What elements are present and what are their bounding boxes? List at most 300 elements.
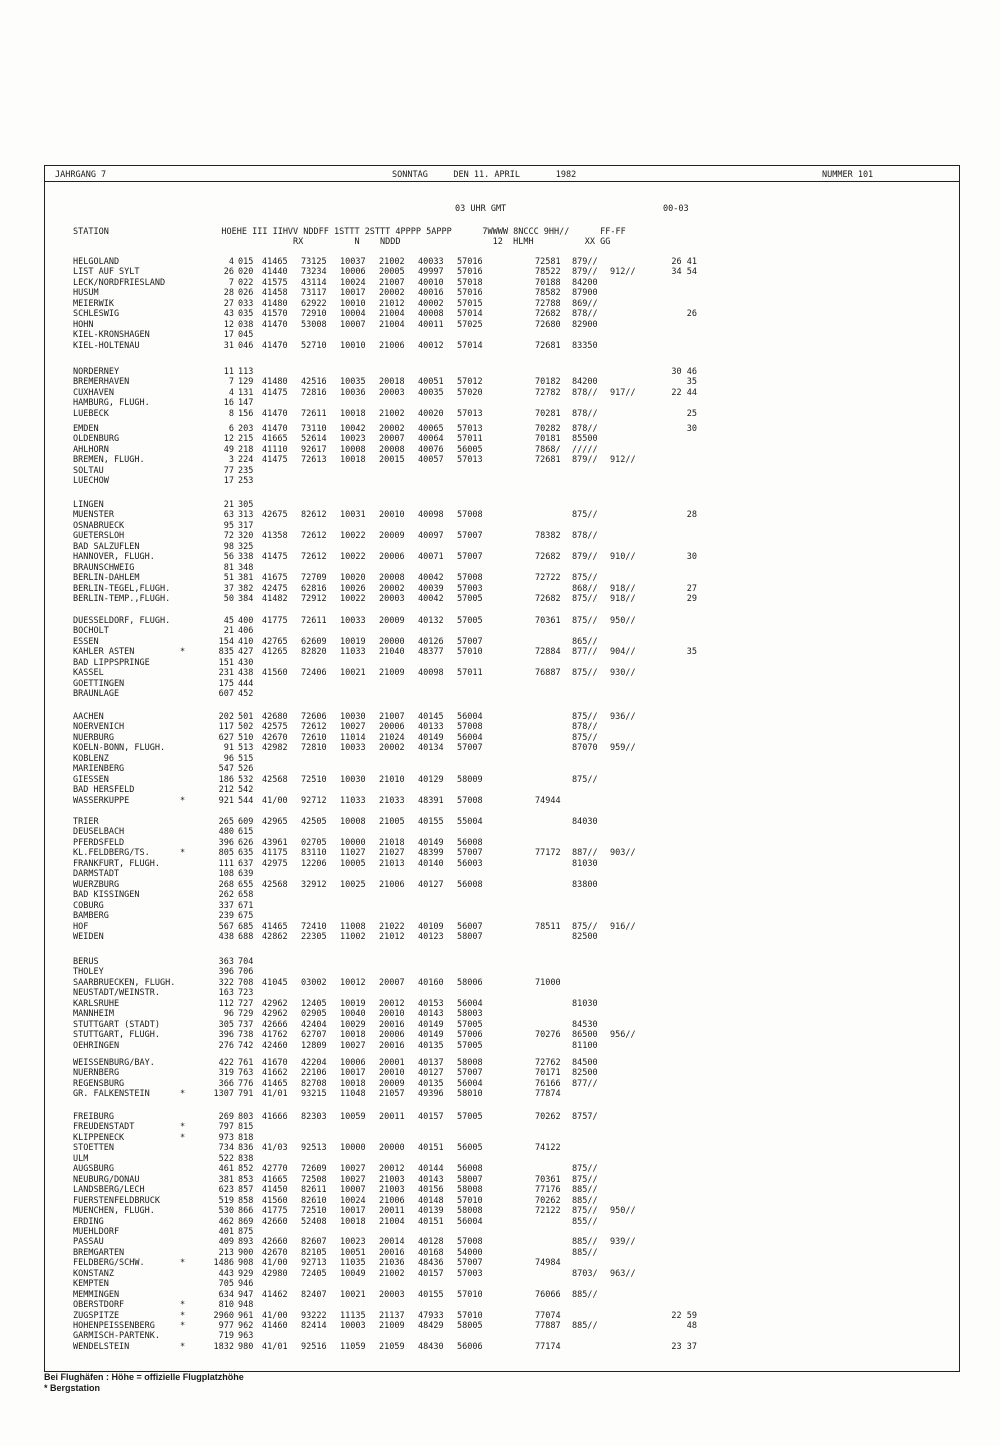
group-7wwww: 72682 <box>535 594 561 605</box>
table-row <box>0 584 1000 594</box>
group-4pppp: 40127 <box>418 1068 444 1079</box>
station-name: BRAUNSCHWEIG <box>73 562 135 573</box>
station-name: SOLTAU <box>73 465 104 476</box>
group-1sttt: 10019 <box>340 998 366 1009</box>
group-iihvv: 41110 <box>262 444 288 455</box>
group-iihvv: 41666 <box>262 1112 288 1122</box>
group-4pppp: 47933 <box>418 1310 444 1321</box>
station-height: 627 <box>218 732 234 743</box>
station-height: 11 <box>223 367 234 377</box>
station-name: GOETTINGEN <box>73 678 125 689</box>
station-height: 805 <box>218 848 234 859</box>
station-height: 12 <box>223 319 234 330</box>
station-number: 384 <box>238 594 254 605</box>
group-iihvv: 42670 <box>262 732 288 743</box>
table-row <box>0 616 1000 626</box>
group-nddff: 72612 <box>301 722 327 733</box>
group-nddff: 12405 <box>301 998 327 1009</box>
station-number: 815 <box>238 1122 254 1133</box>
group-nddff: 72910 <box>301 309 327 320</box>
group-iihvv: 42770 <box>262 1164 288 1175</box>
station-number: 609 <box>238 817 254 827</box>
group-nddff: 82611 <box>301 1185 327 1196</box>
group-4pppp: 48377 <box>418 647 444 658</box>
mountain-marker: * <box>180 795 186 806</box>
station-number: 430 <box>238 657 254 668</box>
group-nddff: 72816 <box>301 387 327 398</box>
group-iihvv: 41/03 <box>262 1143 288 1154</box>
group-nddff: 92712 <box>301 795 327 806</box>
group-nddff: 82610 <box>301 1195 327 1206</box>
group-iihvv: 43961 <box>262 837 288 848</box>
station-number: 685 <box>238 921 254 932</box>
station-number: 857 <box>238 1185 254 1196</box>
group-1sttt: 10027 <box>340 1164 366 1175</box>
group-5appp: 56004 <box>457 732 483 743</box>
group-iihvv: 41475 <box>262 387 288 398</box>
station-name: WENDELSTEIN <box>73 1341 130 1352</box>
station-name: MEMMINGEN <box>73 1289 120 1300</box>
group-nddff: 82303 <box>301 1112 327 1122</box>
group-8nccc: 81030 <box>572 998 598 1009</box>
table-row <box>0 257 1000 267</box>
group-iihvv: 41/00 <box>262 795 288 806</box>
group-4pppp: 40035 <box>418 387 444 398</box>
station-number: 544 <box>238 795 254 806</box>
station-height: 108 <box>218 869 234 880</box>
station-number: 963 <box>238 1331 254 1342</box>
group-4pppp: 40071 <box>418 552 444 563</box>
group-nddff: 02905 <box>301 1009 327 1020</box>
station-height: 401 <box>218 1226 234 1237</box>
table-row <box>0 288 1000 298</box>
group-4pppp: 48436 <box>418 1258 444 1269</box>
table-row <box>0 869 1000 879</box>
station-number: 946 <box>238 1279 254 1290</box>
station-height: 422 <box>218 1058 234 1068</box>
group-iihvv: 41665 <box>262 434 288 445</box>
group-iihvv: 41465 <box>262 921 288 932</box>
station-height: 4 <box>228 387 234 398</box>
station-height: 186 <box>218 774 234 785</box>
group-4pppp: 40126 <box>418 636 444 647</box>
station-name: DEUSELBACH <box>73 827 125 838</box>
gust-ff: 30 <box>686 424 697 434</box>
station-name: KL.FELDBERG/TS. <box>73 848 150 859</box>
table-row <box>0 626 1000 636</box>
group-2sttt: 20003 <box>379 1289 405 1300</box>
station-number: 406 <box>238 626 254 637</box>
group-iihvv: 41470 <box>262 424 288 434</box>
group-2sttt: 20011 <box>379 1112 405 1122</box>
group-2sttt: 21010 <box>379 774 405 785</box>
group-2sttt: 20010 <box>379 1068 405 1079</box>
station-name: FREIBURG <box>73 1112 114 1122</box>
table-row <box>0 424 1000 434</box>
group-5appp: 57008 <box>457 722 483 733</box>
group-1sttt: 10000 <box>340 837 366 848</box>
table-row <box>0 1068 1000 1078</box>
group-nddff: 72611 <box>301 408 327 419</box>
group-5appp: 56008 <box>457 879 483 890</box>
station-height: 268 <box>218 879 234 890</box>
station-height: 21 <box>223 500 234 510</box>
observation-time: 03 UHR GMT <box>455 204 507 214</box>
table-row <box>0 880 1000 890</box>
group-4pppp: 40156 <box>418 1185 444 1196</box>
group-iihvv: 41775 <box>262 1206 288 1217</box>
group-iihvv: 42862 <box>262 931 288 942</box>
group-5appp: 57007 <box>457 531 483 542</box>
group-4pppp: 40020 <box>418 408 444 419</box>
group-8nccc: 878// <box>572 309 598 320</box>
group-2sttt: 20002 <box>379 424 405 434</box>
group-8nccc: 875// <box>572 573 598 584</box>
table-row <box>0 1206 1000 1216</box>
group-2sttt: 20000 <box>379 1143 405 1154</box>
group-8nccc: ///// <box>572 444 598 455</box>
group-5appp: 56007 <box>457 921 483 932</box>
group-1sttt: 10035 <box>340 377 366 388</box>
table-row <box>0 1279 1000 1289</box>
group-4pppp: 49396 <box>418 1089 444 1100</box>
station-number: 045 <box>238 330 254 341</box>
station-number: 156 <box>238 408 254 419</box>
station-name: KLIPPENECK <box>73 1132 125 1143</box>
group-9hh: 959// <box>610 743 636 754</box>
station-name: LINGEN <box>73 500 104 510</box>
station-height: 154 <box>218 636 234 647</box>
station-number: 866 <box>238 1206 254 1217</box>
table-row <box>0 278 1000 288</box>
group-8nccc: 887// <box>572 848 598 859</box>
station-number: 348 <box>238 562 254 573</box>
station-height: 276 <box>218 1040 234 1051</box>
group-7wwww: 72682 <box>535 552 561 563</box>
station-height: 4 <box>228 257 234 267</box>
station-number: 338 <box>238 552 254 563</box>
station-name: KONSTANZ <box>73 1268 114 1279</box>
station-height: 117 <box>218 722 234 733</box>
station-number: 688 <box>238 931 254 942</box>
group-1sttt: 10003 <box>340 1321 366 1331</box>
station-number: 427 <box>238 647 254 658</box>
table-row <box>0 542 1000 552</box>
group-7wwww: 72788 <box>535 298 561 309</box>
group-nddff: 32912 <box>301 879 327 890</box>
group-4pppp: 40127 <box>418 879 444 890</box>
group-iihvv: 42962 <box>262 1009 288 1020</box>
group-7wwww: 78582 <box>535 288 561 299</box>
group-5appp: 55004 <box>457 817 483 827</box>
station-height: 522 <box>218 1153 234 1164</box>
table-row <box>0 1164 1000 1174</box>
group-9hh: 903// <box>610 848 636 859</box>
group-1sttt: 10018 <box>340 455 366 466</box>
station-name: WUERZBURG <box>73 879 120 890</box>
group-4pppp: 40134 <box>418 743 444 754</box>
group-iihvv: 41265 <box>262 647 288 658</box>
group-8nccc: 82900 <box>572 319 598 330</box>
station-number: 444 <box>238 678 254 689</box>
table-row <box>0 309 1000 319</box>
station-height: 921 <box>218 795 234 806</box>
table-row <box>0 1175 1000 1185</box>
group-8nccc: 885// <box>572 1185 598 1196</box>
group-5appp: 57005 <box>457 1040 483 1051</box>
group-5appp: 56005 <box>457 1143 483 1154</box>
gust-ff: 34 54 <box>671 267 697 278</box>
station-height: 461 <box>218 1164 234 1175</box>
group-nddff: 92513 <box>301 1143 327 1154</box>
group-8nccc: 885// <box>572 1321 598 1331</box>
group-1sttt: 10022 <box>340 531 366 542</box>
group-8nccc: 875// <box>572 510 598 521</box>
group-iihvv: 41465 <box>262 1078 288 1089</box>
table-row <box>0 967 1000 977</box>
station-number: 869 <box>238 1216 254 1227</box>
group-7wwww: 72680 <box>535 319 561 330</box>
column-header-line1: STATION HOEHE III IIHVV NDDFF 1STTT 2STTT 4PPPP 5APPP 7WWWW 8NCCC 9HH// FF-FF <box>73 227 626 237</box>
group-7wwww: 74122 <box>535 1143 561 1154</box>
group-5appp: 56004 <box>457 998 483 1009</box>
station-name: KOELN-BONN, FLUGH. <box>73 743 166 754</box>
group-1sttt: 11135 <box>340 1310 366 1321</box>
group-7wwww: 72722 <box>535 573 561 584</box>
mountain-marker: * <box>180 1341 186 1352</box>
group-nddff: 02705 <box>301 837 327 848</box>
table-row <box>0 754 1000 764</box>
group-5appp: 56003 <box>457 858 483 869</box>
station-number: 015 <box>238 257 254 267</box>
group-7wwww: 70181 <box>535 434 561 445</box>
group-5appp: 57020 <box>457 387 483 398</box>
group-nddff: 62609 <box>301 636 327 647</box>
table-row <box>0 957 1000 967</box>
station-number: 791 <box>238 1089 254 1100</box>
group-1sttt: 10037 <box>340 257 366 267</box>
station-number: 400 <box>238 616 254 626</box>
group-8nccc: 8703/ <box>572 1268 598 1279</box>
table-row <box>0 1258 1000 1268</box>
station-height: 265 <box>218 817 234 827</box>
station-name: MUENCHEN, FLUGH. <box>73 1206 155 1217</box>
station-number: 147 <box>238 398 254 409</box>
group-1sttt: 10007 <box>340 1185 366 1196</box>
group-8nccc: 84530 <box>572 1019 598 1030</box>
group-nddff: 72510 <box>301 1206 327 1217</box>
group-4pppp: 40143 <box>418 1009 444 1020</box>
group-4pppp: 40168 <box>418 1247 444 1258</box>
group-5appp: 57006 <box>457 1030 483 1041</box>
group-nddff: 62707 <box>301 1030 327 1041</box>
group-4pppp: 40133 <box>418 722 444 733</box>
station-name: BOCHOLT <box>73 626 109 637</box>
table-row <box>0 1058 1000 1068</box>
table-row <box>0 890 1000 900</box>
group-8nccc: 877// <box>572 1078 598 1089</box>
group-iihvv: 41570 <box>262 309 288 320</box>
group-4pppp: 40132 <box>418 616 444 626</box>
gust-ff: 26 41 <box>671 257 697 267</box>
group-iihvv: 42660 <box>262 1216 288 1227</box>
table-row <box>0 1311 1000 1321</box>
group-2sttt: 20009 <box>379 616 405 626</box>
group-8nccc: 84200 <box>572 277 598 288</box>
group-iihvv: 41440 <box>262 267 288 278</box>
station-number: 381 <box>238 573 254 584</box>
station-name: PFERDSFELD <box>73 837 125 848</box>
group-nddff: 62816 <box>301 583 327 594</box>
group-4pppp: 40137 <box>418 1058 444 1068</box>
station-name: BERLIN-TEGEL,FLUGH. <box>73 583 171 594</box>
group-iihvv: 42670 <box>262 1247 288 1258</box>
group-1sttt: 10018 <box>340 1216 366 1227</box>
station-height: 443 <box>218 1268 234 1279</box>
station-name: OBERSTDORF <box>73 1300 125 1311</box>
group-8nccc: 85500 <box>572 434 598 445</box>
station-number: 961 <box>238 1310 254 1321</box>
station-number: 852 <box>238 1164 254 1175</box>
station-number: 838 <box>238 1153 254 1164</box>
group-5appp: 57003 <box>457 583 483 594</box>
group-8nccc: 875// <box>572 921 598 932</box>
table-row <box>0 988 1000 998</box>
station-height: 213 <box>218 1247 234 1258</box>
group-2sttt: 21059 <box>379 1341 405 1352</box>
column-header-line2: RX N NDDD 12 HLMH XX GG <box>73 237 611 247</box>
group-8nccc: 87070 <box>572 743 598 754</box>
group-iihvv: 41775 <box>262 616 288 626</box>
station-name: THOLEY <box>73 967 104 978</box>
group-5appp: 57007 <box>457 743 483 754</box>
station-number: 026 <box>238 288 254 299</box>
table-row <box>0 1269 1000 1279</box>
station-name: WEISSENBURG/BAY. <box>73 1058 155 1068</box>
group-iihvv: 42975 <box>262 858 288 869</box>
group-4pppp: 40098 <box>418 510 444 521</box>
group-iihvv: 41480 <box>262 377 288 388</box>
station-name: AUGSBURG <box>73 1164 114 1175</box>
group-1sttt: 10027 <box>340 722 366 733</box>
group-4pppp: 40098 <box>418 668 444 679</box>
group-2sttt: 20002 <box>379 288 405 299</box>
group-2sttt: 20015 <box>379 455 405 466</box>
table-row <box>0 594 1000 604</box>
table-row <box>0 637 1000 647</box>
station-number: 235 <box>238 465 254 476</box>
group-2sttt: 21005 <box>379 817 405 827</box>
station-height: 381 <box>218 1174 234 1185</box>
group-4pppp: 48391 <box>418 795 444 806</box>
station-height: 45 <box>223 616 234 626</box>
table-row <box>0 398 1000 408</box>
table-row <box>0 1300 1000 1310</box>
table-row <box>0 1133 1000 1143</box>
group-5appp: 57008 <box>457 1237 483 1248</box>
station-number: 655 <box>238 879 254 890</box>
station-name: BREMERHAVEN <box>73 377 130 388</box>
station-name: EMDEN <box>73 424 99 434</box>
group-1sttt: 10007 <box>340 319 366 330</box>
station-number: 502 <box>238 722 254 733</box>
table-row <box>0 668 1000 678</box>
station-name: BREMGARTEN <box>73 1247 125 1258</box>
station-name: OSNABRUECK <box>73 520 125 531</box>
station-height: 231 <box>218 668 234 679</box>
group-4pppp: 40033 <box>418 257 444 267</box>
group-2sttt: 20003 <box>379 387 405 398</box>
station-number: 818 <box>238 1132 254 1143</box>
group-9hh: 950// <box>610 1206 636 1217</box>
group-7wwww: 72682 <box>535 309 561 320</box>
group-5appp: 57008 <box>457 795 483 806</box>
group-5appp: 57016 <box>457 288 483 299</box>
table-row <box>0 733 1000 743</box>
group-4pppp: 40057 <box>418 455 444 466</box>
station-height: 1486 <box>213 1258 234 1269</box>
table-row <box>0 1143 1000 1153</box>
mountain-marker: * <box>180 1321 186 1331</box>
group-2sttt: 21006 <box>379 1195 405 1206</box>
table-row <box>0 817 1000 827</box>
station-number: 501 <box>238 712 254 722</box>
group-4pppp: 48399 <box>418 848 444 859</box>
group-1sttt: 10033 <box>340 616 366 626</box>
group-1sttt: 11002 <box>340 931 366 942</box>
station-name: STUTTGART (STADT) <box>73 1019 160 1030</box>
group-4pppp: 40012 <box>418 340 444 351</box>
group-2sttt: 20010 <box>379 510 405 521</box>
group-1sttt: 10022 <box>340 552 366 563</box>
station-name: NOERVENICH <box>73 722 125 733</box>
mountain-marker: * <box>180 1132 186 1143</box>
station-height: 95 <box>223 520 234 531</box>
group-nddff: 73110 <box>301 424 327 434</box>
station-name: STOETTEN <box>73 1143 114 1154</box>
table-row <box>0 1331 1000 1341</box>
group-iihvv: 42982 <box>262 743 288 754</box>
table-row <box>0 658 1000 668</box>
station-height: 322 <box>218 977 234 988</box>
group-8nccc: 875// <box>572 1206 598 1217</box>
issue-number: NUMMER 101 <box>822 170 874 180</box>
station-name: BERLIN-TEMP.,FLUGH. <box>73 594 171 605</box>
group-8nccc: 82500 <box>572 931 598 942</box>
group-8nccc: 855// <box>572 1216 598 1227</box>
group-1sttt: 10026 <box>340 583 366 594</box>
station-number: 803 <box>238 1112 254 1122</box>
table-row <box>0 848 1000 858</box>
station-number: 113 <box>238 367 254 377</box>
group-8nccc: 86500 <box>572 1030 598 1041</box>
group-nddff: 42204 <box>301 1058 327 1068</box>
group-4pppp: 40149 <box>418 837 444 848</box>
group-7wwww: 77874 <box>535 1089 561 1100</box>
station-number: 836 <box>238 1143 254 1154</box>
station-number: 438 <box>238 668 254 679</box>
station-height: 163 <box>218 988 234 999</box>
station-height: 262 <box>218 890 234 901</box>
group-7wwww: 77074 <box>535 1310 561 1321</box>
station-height: 2960 <box>213 1310 234 1321</box>
station-height: 16 <box>223 398 234 409</box>
station-name: HOF <box>73 921 89 932</box>
station-name: HELGOLAND <box>73 257 120 267</box>
group-2sttt: 20010 <box>379 1009 405 1020</box>
group-7wwww: 72122 <box>535 1206 561 1217</box>
group-5appp: 57005 <box>457 1019 483 1030</box>
